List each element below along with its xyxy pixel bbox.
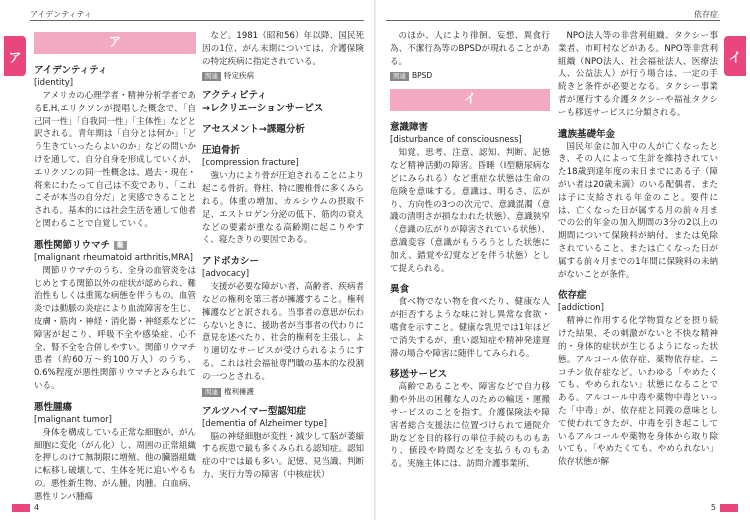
entry-continued-text: など。1981（昭和56）年以降、国民死因の1位、がん末期については、介護保険の特定疾病に指定されている。 bbox=[202, 31, 364, 67]
related-tag: 関連 bbox=[390, 72, 409, 81]
entry-continued-text: のほか、人により徘徊、妄想、異食行為、不潔行為等のBPSDが現れることがある。 bbox=[390, 31, 550, 67]
running-head-right: 依存症 bbox=[694, 10, 718, 19]
intractable-disease-badge: 難 bbox=[114, 241, 127, 250]
column-4 bbox=[558, 30, 718, 500]
related-link-2 bbox=[202, 386, 364, 397]
entry-term-consciousness: 意識障害 bbox=[390, 122, 429, 134]
entry-body-mra: 関節リウマチのうち、全身の血管炎をはじめとする関節以外の症状が認められ、難治性もしくは重篤な病態を伴うもの。血管炎では動脈の炎症により血流障害を生じ、皮膚・筋肉・神経・消化器・神経系などに障害が起こり、呼吸不全や感染症、心不全、腎不全を合併しやすい。関節リウマチ患者（約60万〜約100万人）のうち、0.6%程度が悪性関節リウマチとみられている。 bbox=[34, 265, 196, 391]
entry-en-addiction: [addiction] bbox=[558, 303, 604, 314]
index-tab-a[interactable]: ア bbox=[4, 36, 26, 76]
entry-body-pica: 食べ物でない物を食べたり、健康な人が拒否するような味に対し異常な食欲・嗜食を示すこと。健康な乳児では1年ほどで消失するが、重い認知症や精神発達遅滞の場合や障害に随伴してみられる。 bbox=[390, 297, 550, 359]
entry-term-compression-fracture: 圧迫骨折 bbox=[202, 145, 241, 157]
entry-term-mra-text: 悪性関節リウマチ bbox=[34, 239, 111, 251]
entry-term-malignant-tumor: 悪性腫瘍 bbox=[34, 401, 73, 413]
entry-en-mra: [malignant rheumatoid arthritis,MRA] bbox=[34, 252, 193, 263]
entry-body-consciousness: 知覚、思考、注意、認知、判断、記憶など精神活動の障害。昏睡（Ⅰ型糖尿病などにみられる）など重症な状態は生命の危険を意味する。意識は、明るさ、広がり、方向性の3つの次元で、意識混濁（意識の清明さが損なわれた状態）、意識狭窄（意識の広がりが障害されている状態）、意識変容（意識がもうろうとした状態に加え、錯覚や幻覚などを伴う状態）として捉えられる。 bbox=[390, 148, 550, 274]
entry-term-mra bbox=[34, 239, 196, 252]
entry-body-advocacy: 支援が必要な障がい者、高齢者、疾病者などの権利を第三者が擁護すること。権利擁護などと訳される。当事者の意思が伝わらないときに、援助者が当事者の代わりに意見を述べたり、社会的権利を主張し、より適切なサービスが受けられるようにする。これは社会福祉専門職の基本的な役割の一つとされる。 bbox=[202, 282, 364, 382]
page-number-bar bbox=[12, 504, 30, 512]
entry-term-transport-service: 移送サービス bbox=[390, 369, 448, 381]
entry-term-identity: アイデンティティ bbox=[34, 65, 108, 76]
entry-en-malignant-tumor: [malignant tumor] bbox=[34, 414, 112, 425]
column-2 bbox=[202, 30, 364, 500]
entry-body-survivors-pension: 国民年金に加入中の人が亡くなったとき、その人によって生計を維持されていた18歳到達年度の末日までにある子（障がい者は20歳未満）のいる配偶者、または子に支給される年金のこと。要件には、亡くなった日が属する月の前々月までの公的年金の加入期間の3分の2以上の期間について保険料が納付、または免除されていること、または亡くなった日が属する前々月までの1年間に保険料の未納がないことが条件。 bbox=[558, 141, 718, 280]
section-heading-a: ア bbox=[34, 32, 196, 54]
related-link-1 bbox=[202, 70, 364, 81]
page-number-right bbox=[711, 503, 738, 512]
entry-term-assessment[interactable]: アセスメント→課題分析 bbox=[202, 124, 305, 136]
related-text[interactable]: 特定疾病 bbox=[224, 71, 254, 81]
entry-term-alzheimer: アルツハイマー型認知症 bbox=[202, 405, 306, 417]
entry-term-addiction: 依存症 bbox=[558, 290, 587, 302]
index-tab-i[interactable]: イ bbox=[724, 36, 746, 76]
column-3 bbox=[390, 30, 550, 500]
related-text[interactable]: BPSD bbox=[412, 71, 433, 81]
entry-en-compression-fracture: [compression fracture] bbox=[202, 158, 299, 169]
section-heading-i: イ bbox=[390, 89, 550, 111]
page-number-text: 4 bbox=[34, 503, 40, 512]
header-rule-left bbox=[30, 20, 364, 21]
page-number-left bbox=[12, 503, 39, 512]
column-1 bbox=[34, 30, 196, 500]
entry-en-consciousness: [disturbance of consciousness] bbox=[390, 135, 522, 146]
related-link-3 bbox=[390, 70, 550, 81]
page-number-bar bbox=[720, 504, 738, 512]
page-number-text: 5 bbox=[710, 503, 716, 512]
entry-body-compression-fracture: 強い力により骨が圧迫されることにより起こる骨折。脊柱、特に腰椎骨に多くみられる。体重の増加、カルシウムの摂取不足、エストロゲン分泌の低下、筋肉の衰えなどの要素が重なる高齢期に起こりやすく、寝たきりの要因である。 bbox=[202, 171, 364, 246]
entry-body-malignant-tumor: 身体を構成している正常な細胞が、がん細胞に変化（がん化）し、周囲の正常組織を押しのけて無制限に増殖、他の臓器組織に転移し破壊して、生体を死に追いやるもの。悪性新生物、がん腫、肉腫、白血病、悪性リンパ腫瘍 bbox=[34, 427, 196, 500]
header-rule-right bbox=[386, 20, 720, 21]
related-tag: 関連 bbox=[202, 388, 221, 397]
entry-term-pica: 異食 bbox=[390, 284, 410, 296]
related-tag: 関連 bbox=[202, 72, 221, 81]
entry-en-identity: [identity] bbox=[34, 78, 74, 88]
related-text[interactable]: 権利擁護 bbox=[224, 386, 254, 396]
entry-term-activity: アクティビティ bbox=[202, 90, 267, 102]
entry-term-survivors-pension: 遺族基礎年金 bbox=[558, 128, 616, 140]
entry-body-identity: アメリカの心理学者・精神分析学者であるE.H.エリクソンが提唱した概念で、「自己同一性」「自我同一性」「主体性」などと訳される。青年期は「自分とは何か」「どう生きていったらよいのか」などの問いかけを通して、自分自身を形成していくが、エリクソンの同一性概念は、過去・現在・将来にわたって自己は不変であり、「これこそが本当の自分だ」と実感できることとされる。基本的には社会生活を通して他者と関わることで自覚していく。 bbox=[34, 91, 196, 229]
entry-en-advocacy: [advocacy] bbox=[202, 269, 250, 280]
page-fold bbox=[374, 0, 376, 520]
entry-continued-text: NPO法人等の非営利組織、タクシー事業者、市町村などがある。NPO等非営利組織（NPO法人、社会福祉法人、医療法人、公益法人）が行う場合は、一定の手続きと条件が必要となる。タクシー事業者が運行する介護タクシーや福祉タクシーも移送サービスに分類される。 bbox=[558, 31, 718, 118]
entry-en-alzheimer: [dementia of Alzheimer type] bbox=[202, 418, 327, 429]
entry-crossref-activity[interactable]: →レクリエーションサービス bbox=[202, 103, 324, 115]
entry-body-alzheimer: 脳の神経細胞が変性・減少して脳が萎縮する疾患で最も多くみられる認知症。認知症の中では最も多い。記憶、見当識、判断力、実行力等の障害（中核症状） bbox=[202, 431, 364, 480]
entry-body-addiction: 精神に作用する化学物質などを摂り続けた結果、その刺激がないと不快な精神的・身体的症状が生じるようになった状態。アルコール依存症、薬物依存症、ニコチン依存症など。いわゆる「やめたくても、やめられない」状態になることである。アルコール中毒や薬物中毒といった「中毒」が、依存症と同義の意味として使われてきたが、中毒を引き起こしているアルコールや薬物を身体から取り除いても、「やめたくても、やめられない」依存状態が解 bbox=[558, 316, 718, 468]
running-head-left: アイデンティティ bbox=[30, 10, 92, 19]
entry-term-advocacy: アドボカシー bbox=[202, 256, 260, 268]
entry-body-transport-service: 高齢であることや、障害などで自力移動や外出の困難な人のための輸送・運搬サービスのことを指す。介護保険法や障害者総合支援法に位置づけられて通院介助などを目的移行の単位手続のものもあり、値段や時間などを支払うものもある。実施主体には、訪問介護事業所、 bbox=[390, 382, 550, 470]
